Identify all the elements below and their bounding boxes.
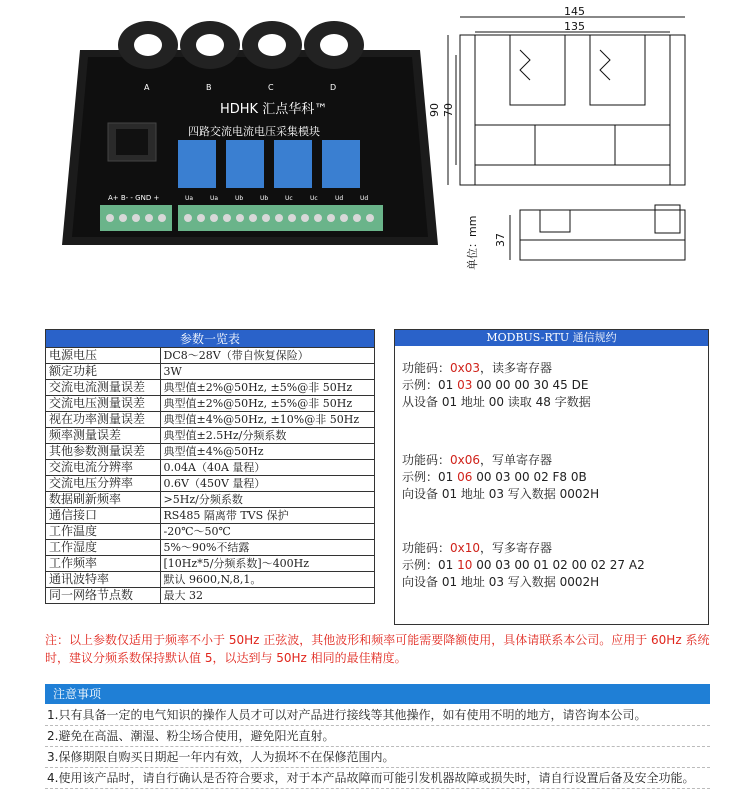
caution-header: 注意事项 (45, 684, 710, 704)
table-row: 数据刷新频率 >5Hz/分频系数 (46, 492, 375, 508)
dim-height-inner: 70 (442, 103, 455, 117)
dim-width-inner: 135 (564, 20, 585, 33)
table-row: 频率测量误差 典型值±2.5Hz/分频系数 (46, 428, 375, 444)
list-item: 1.只有具备一定的电气知识的操作人员才可以对产品进行接线等其他操作，如有使用不明的地方，请咨询本公司。 (45, 705, 710, 726)
table-row: 电源电压 DC8～28V（带自恢复保险） (46, 348, 375, 364)
table-row: 视在功率测量误差 典型值±4%@50Hz, ±10%@非 50Hz (46, 412, 375, 428)
sensor-label-d: D (330, 83, 337, 92)
table-row: 工作湿度 5%～90%不结露 (46, 540, 375, 556)
table-row: 交流电流测量误差 典型值±2%@50Hz, ±5%@非 50Hz (46, 380, 375, 396)
svg-text:Ub: Ub (235, 195, 244, 202)
board-title: 四路交流电流电压采集模块 (188, 125, 320, 138)
dim-depth: 37 (494, 233, 507, 247)
table-row: 交流电流分辨率 0.04A（40A 量程） (46, 460, 375, 476)
svg-text:Uc: Uc (310, 195, 318, 202)
parameter-table-header: 参数一览表 (46, 330, 375, 348)
svg-text:Ub: Ub (260, 195, 269, 202)
modbus-header: MODBUS-RTU 通信规约 (395, 330, 708, 346)
sensor-label-c: C (268, 83, 274, 92)
fc03-block: 功能码：0x03，读多寄存器 示例：01 03 00 00 00 30 45 DE 从设备 01 地址 00 读取 48 字数据 (402, 361, 591, 409)
table-row: 通信接口 RS485 隔离带 TVS 保护 (46, 508, 375, 524)
left-terminal-labels: A+ B- - GND + (108, 194, 160, 202)
dim-width-outer: 145 (564, 5, 585, 18)
fc10-block: 功能码：0x10，写多寄存器 示例：01 10 00 03 00 01 02 00 02 27 A2 向设备 01 地址 03 写入数据 0002H (402, 541, 645, 589)
table-row: 同一网络节点数 最大 32 (46, 588, 375, 604)
list-item: 4.使用该产品时，请自行确认是否符合要求，对于本产品故障而可能引发机器故障或损失时，请自行设置后备及安全功能。 (45, 768, 710, 789)
parameter-table (45, 329, 375, 604)
list-item: 3.保修期限自购买日期起一年内有效，人为损坏不在保修范围内。 (45, 747, 710, 768)
table-row: 工作温度 -20℃～50℃ (46, 524, 375, 540)
product-photo (60, 5, 440, 255)
fc06-block: 功能码：0x06，写单寄存器 示例：01 06 00 03 00 02 F8 0B 向设备 01 地址 03 写入数据 0002H (402, 453, 600, 501)
svg-text:Ud: Ud (335, 195, 344, 202)
svg-text:Ua: Ua (185, 195, 194, 202)
brand-label: HDHK 汇点华科™ (220, 102, 328, 117)
table-row: 额定功耗 3W (46, 364, 375, 380)
sensor-label-a: A (144, 83, 150, 92)
table-row: 交流电压分辨率 0.6V（450V 量程） (46, 476, 375, 492)
svg-text:Uc: Uc (285, 195, 293, 202)
parameter-note: 注：以上参数仅适用于频率不小于 50Hz 正弦波，其他波形和频率可能需要降额使用，具体请联系本公司。应用于 60Hz 系统时，建议分频系数保持默认值 5，以达到与 50Hz 相同的最佳精度。 (45, 633, 710, 665)
table-row: 工作频率 [10Hz*5/分频系数]～400Hz (46, 556, 375, 572)
list-item: 2.避免在高温、潮湿、粉尘场合使用，避免阳光直射。 (45, 726, 710, 747)
table-row: 其他参数测量误差 典型值±4%@50Hz (46, 444, 375, 460)
table-row: 交流电压测量误差 典型值±2%@50Hz, ±5%@非 50Hz (46, 396, 375, 412)
modbus-panel (394, 329, 709, 625)
dim-height-outer: 90 (428, 103, 441, 117)
caution-list (45, 705, 710, 789)
unit-label: 单位：mm (466, 215, 479, 270)
sensor-label-b: B (206, 83, 212, 92)
dimension-drawing (428, 5, 740, 270)
svg-text:Ua: Ua (210, 195, 219, 202)
table-row: 通讯波特率 默认 9600,N,8,1。 (46, 572, 375, 588)
svg-text:Ud: Ud (360, 195, 369, 202)
